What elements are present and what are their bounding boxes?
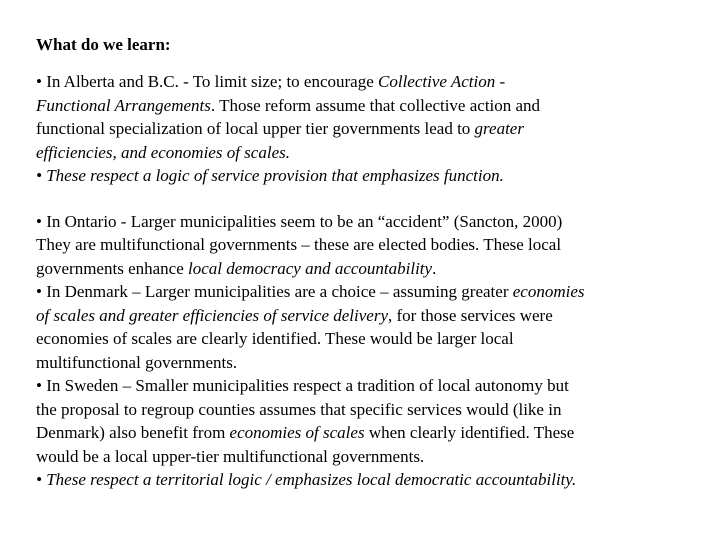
text-run: the proposal to regroup counties assumes that specific services would (like in	[36, 399, 562, 419]
text-line	[36, 70, 708, 94]
text-run: economies of scales are clearly identified. These would be larger local	[36, 329, 514, 348]
text-line	[36, 327, 708, 351]
text-run: They are multifunctional governments – these are elected bodies. These local	[36, 235, 562, 254]
emphasis-text: economies of scales	[229, 423, 365, 442]
text-run: • In Sweden – Smaller municipalities respect a tradition of local autonomy but	[36, 376, 569, 395]
text-run: , for those services were	[388, 305, 553, 325]
text-run: governments enhance	[36, 258, 188, 278]
emphasis-text: greater	[474, 119, 524, 138]
text-line	[36, 421, 708, 445]
text-run: when clearly identified. These	[364, 423, 575, 442]
text-line	[36, 117, 708, 141]
text-line	[36, 257, 708, 281]
text-run: • In Ontario - Larger municipalities seem to be an “accident” (Sancton, 2000)	[36, 211, 563, 231]
slide-heading: What do we learn:	[36, 35, 171, 54]
paragraph-ontario-denmark-sweden	[36, 210, 708, 492]
text-line	[36, 468, 708, 492]
text-line	[36, 164, 708, 188]
emphasis-text: • These respect a logic of service provision that emphasizes function.	[36, 166, 504, 185]
emphasis-text: of scales and greater efficiencies of service delivery	[36, 305, 388, 325]
text-line	[36, 304, 708, 328]
emphasis-text: local democracy and accountability	[188, 258, 433, 278]
emphasis-text: • These respect a territorial logic / emphasizes local democratic accountability.	[36, 470, 577, 489]
emphasis-text: efficiencies, and economies of scales.	[36, 142, 290, 162]
text-run: • In Alberta and B.C. - To limit size; to encourage	[36, 72, 379, 91]
text-line	[36, 398, 708, 422]
paragraph-gap	[36, 188, 708, 210]
text-line	[36, 94, 708, 118]
text-line	[36, 280, 708, 304]
text-line	[36, 351, 708, 375]
text-run: . Those reform assume that collective action and	[210, 95, 541, 115]
slide-content	[36, 34, 708, 492]
text-line	[36, 445, 708, 469]
emphasis-text: Collective Action -	[378, 72, 506, 91]
emphasis-text: Functional Arrangements	[36, 95, 211, 115]
text-run: would be a local upper-tier multifunctional governments.	[36, 446, 425, 466]
emphasis-text: economies	[512, 282, 585, 301]
text-run: multifunctional governments.	[36, 352, 238, 372]
text-run: functional specialization of local upper tier governments lead to	[36, 119, 475, 138]
text-line	[36, 210, 708, 234]
text-line	[36, 233, 708, 257]
text-line	[36, 141, 708, 165]
text-run: • In Denmark – Larger municipalities are a choice – assuming greater	[36, 282, 513, 301]
paragraph-alberta-bc	[36, 70, 708, 188]
text-line	[36, 374, 708, 398]
text-run: Denmark) also benefit from	[36, 423, 230, 442]
text-run: .	[432, 258, 437, 278]
